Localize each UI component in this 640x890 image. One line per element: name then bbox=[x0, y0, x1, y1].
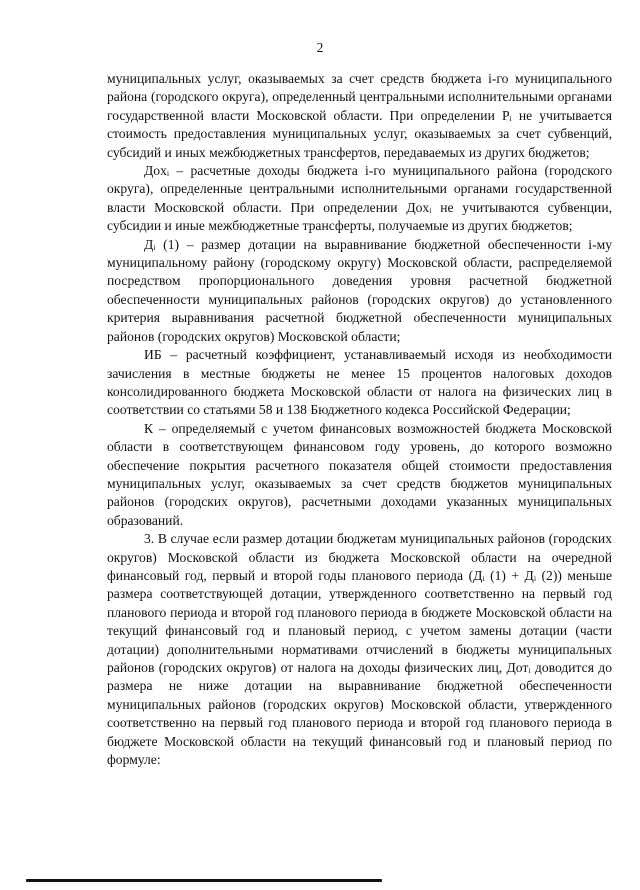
paragraph-item-3: 3. В случае если размер дотации бюджетам муниципальных районов (городских округов) Московской области из бюджета Московской области на очередной финансовый год, первый и второй годы планового периода (Дᵢ (1) + Дᵢ (2)) меньше размера соответствующей дотации, утвержденного соответственно на первый год планового периода и второй год планового периода в бюджете Московской области на текущий финансовый год и плановый период, с учетом замены дотации (части дотации) дополнительными нормативами отчислений в бюджеты муниципальных районов (городских округов) от налога на доходы физических лиц, Дотᵢ доводится до размера не ниже дотации на выравнивание бюджетной обеспеченности муниципальных районов (городских округов) Московской области, утвержденного соответственно на первый год планового периода и второй год планового периода в бюджете Московской области на текущий финансовый год и плановый период по формуле: bbox=[107, 531, 612, 768]
scan-edge-line bbox=[26, 879, 382, 882]
paragraph-ib-definition: ИБ – расчетный коэффициент, устанавливаемый исходя из необходимости зачисления в местные бюджеты не менее 15 процентов налоговых доходов консолидированного бюджета Московской области от налога на физических лиц в соответствии со статьями 58 и 138 Бюджетного кодекса Российской Федерации; bbox=[107, 347, 612, 418]
paragraph-k-definition: К – определяемый с учетом финансовых возможностей бюджета Московской области в соответствующем финансовом году уровень, до которого возможно обеспечение покрытия расчетного показателя общей стоимости предоставления муниципальных услуг, оказываемых за счет средств бюджетов муниципальных районов (городских округов), расчетными доходами указанных муниципальных образований. bbox=[107, 420, 612, 528]
paragraph-continuation: муниципальных услуг, оказываемых за счет средств бюджета i-го муниципального района (городского округа), определенный центральными исполнительными органами государственной власти Московской области. При определении Pᵢ не учитывается стоимость предоставления муниципальных услуг, оказываемых за счет субвенций, субсидий и иных межбюджетных трансфертов, передаваемых из других бюджетов; bbox=[107, 71, 612, 160]
paragraph-d1-definition: Дᵢ (1) – размер дотации на выравнивание бюджетной обеспеченности i-му муниципальному району (городскому округу) Московской области, распределяемой посредством пропорционального доведения уровня расчетной бюджетной обеспеченности муниципальных районов (городских округов) до установленного критерия выравнивания расчетной бюджетной обеспеченности муниципальных районов (городских округов) Московской области; bbox=[107, 236, 612, 344]
page-number: 2 bbox=[316, 40, 324, 55]
paragraph-dox-definition: Доxᵢ – расчетные доходы бюджета i-го муниципального района (городского округа), определенные центральными исполнительными органами государственной власти Московской области. При определении Доxᵢ не учитываются субвенции, субсидии и иные межбюджетные трансферты, получаемые из других бюджетов; bbox=[107, 163, 612, 234]
document-body bbox=[107, 70, 612, 769]
